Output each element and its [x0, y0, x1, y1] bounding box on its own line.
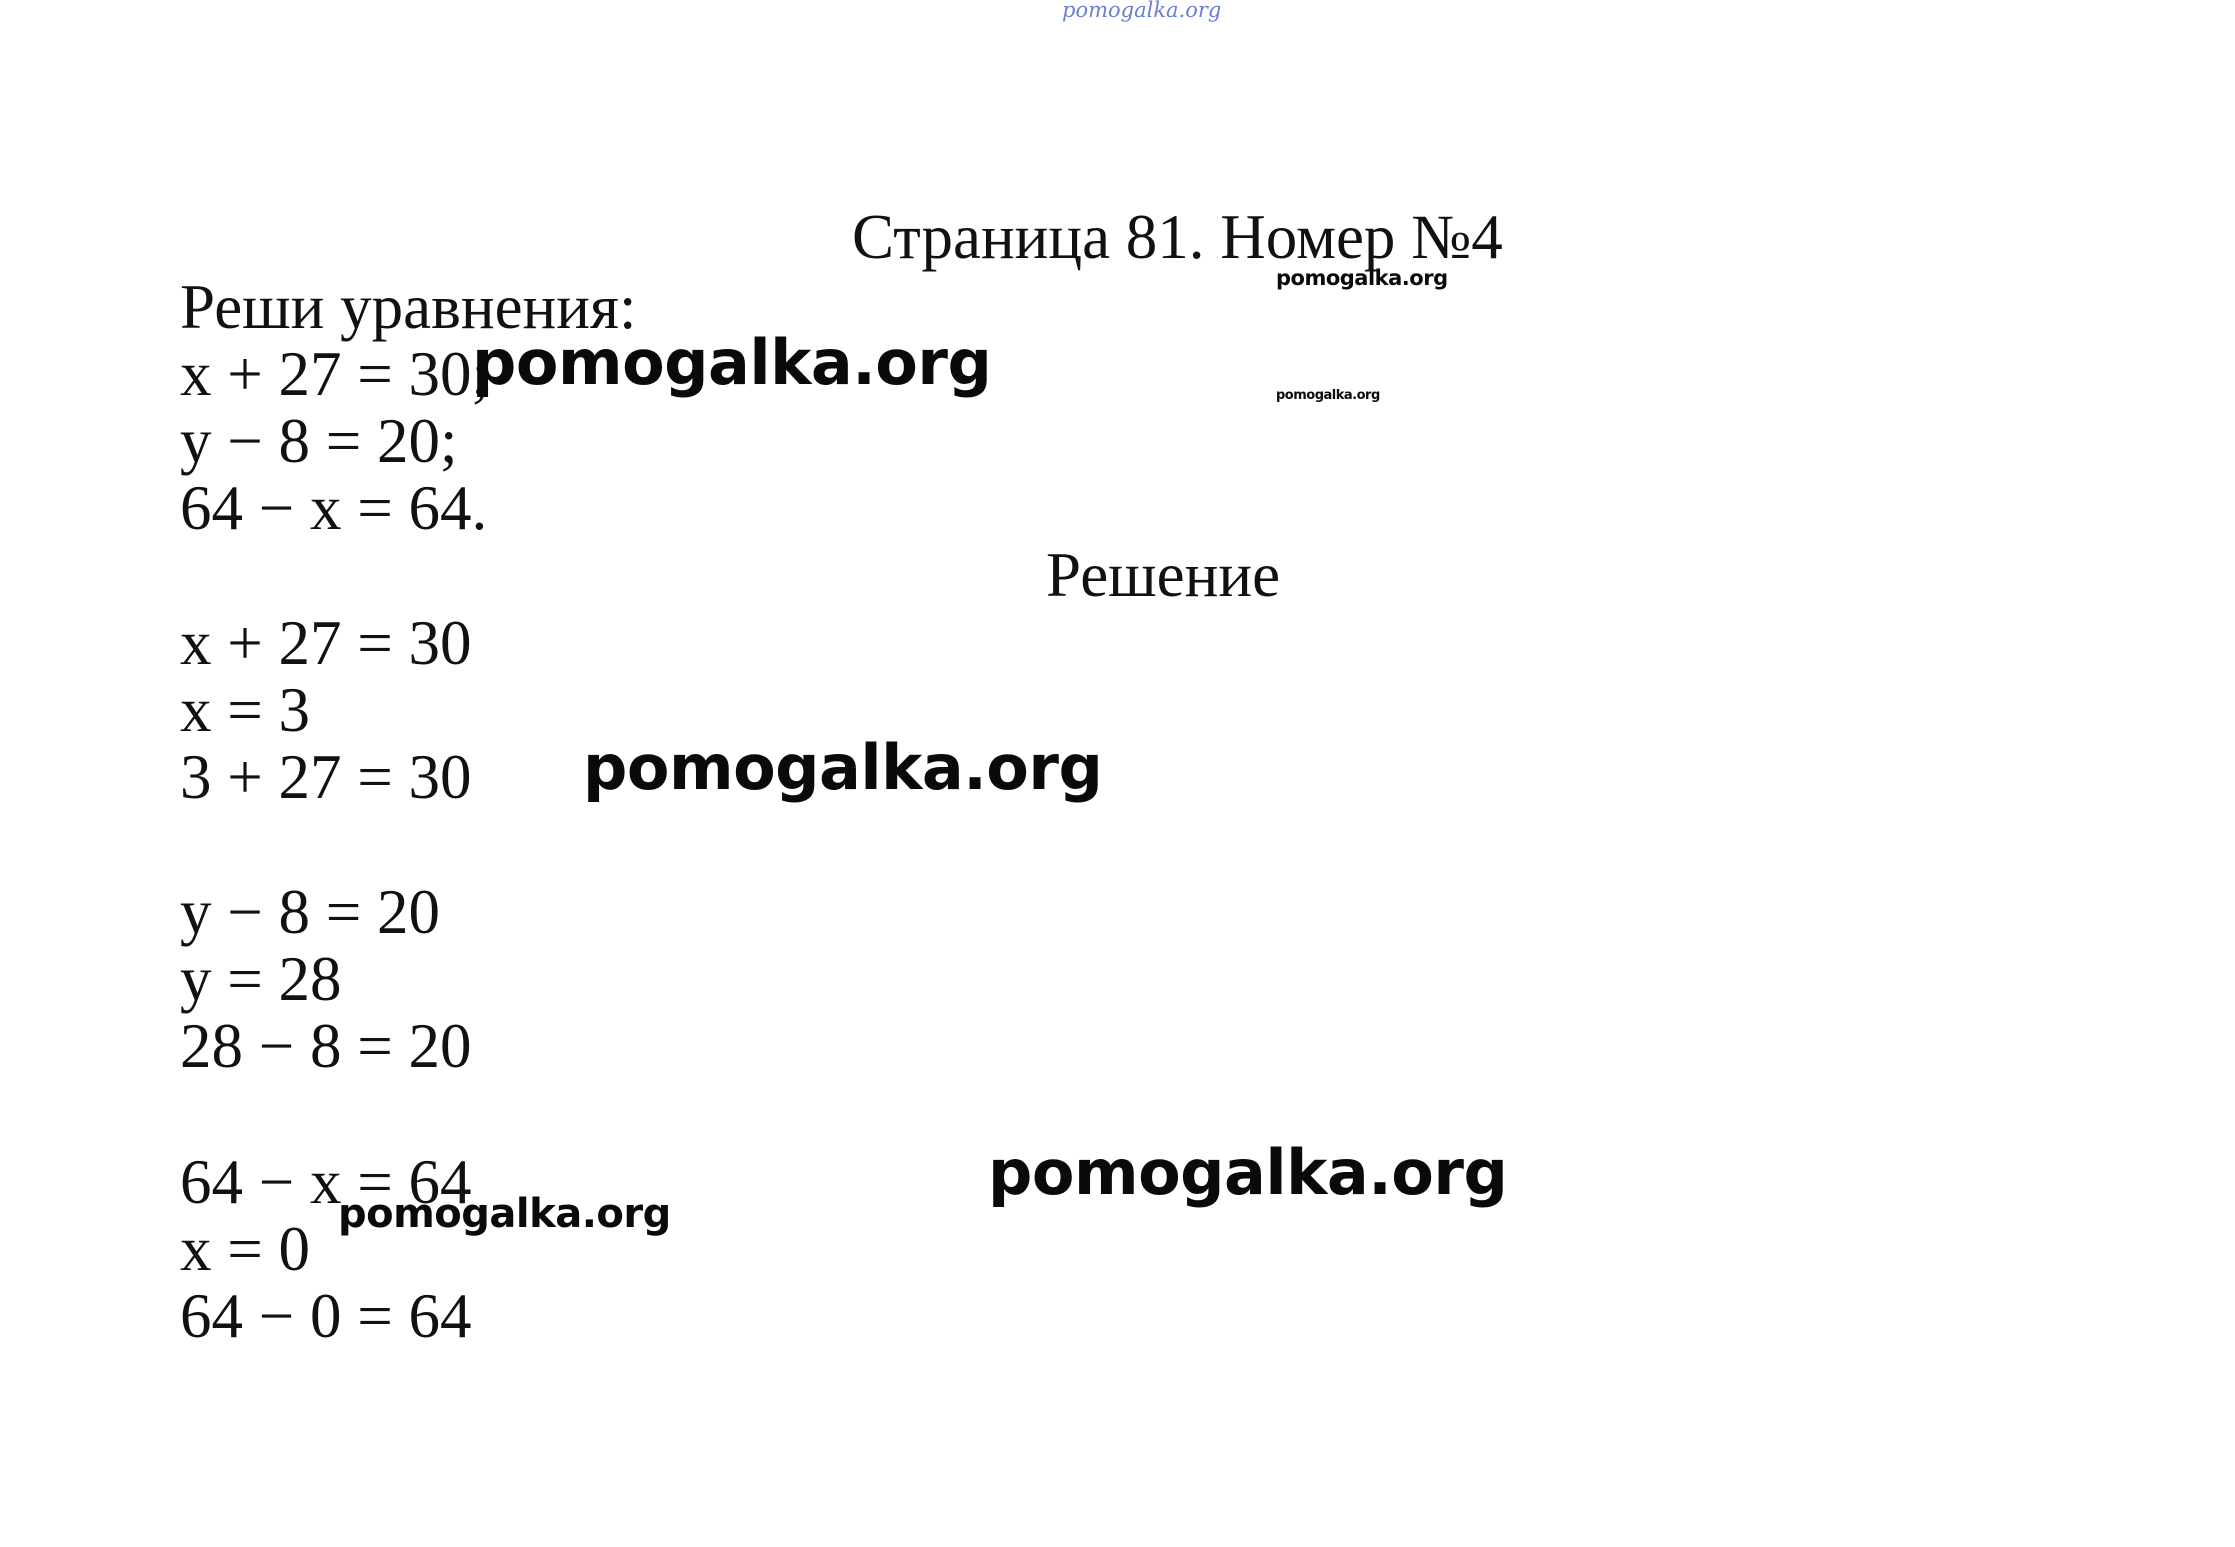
solution-line: x = 3 [180, 675, 311, 745]
solution-heading: Решение [1046, 540, 1281, 610]
solution-line: y − 8 = 20 [180, 877, 441, 947]
watermark-large-1: pomogalka.org [472, 326, 992, 399]
solution-line: 64 − x = 64 [180, 1147, 472, 1217]
watermark-top: pomogalka.org [1062, 0, 1222, 22]
task-equation-3: 64 − x = 64. [180, 473, 488, 543]
solution-line: 3 + 27 = 30 [180, 742, 472, 812]
solution-line: x = 0 [180, 1214, 311, 1284]
watermark-large-3: pomogalka.org [988, 1136, 1508, 1209]
task-equation-1: x + 27 = 30; [180, 339, 490, 409]
solution-line: y = 28 [180, 944, 342, 1014]
page-title: Страница 81. Номер №4 [852, 202, 1503, 272]
solution-line: 28 − 8 = 20 [180, 1011, 472, 1081]
watermark-large-2: pomogalka.org [583, 731, 1103, 804]
solution-line: 64 − 0 = 64 [180, 1281, 472, 1351]
task-equation-2: y − 8 = 20; [180, 406, 458, 476]
watermark-small: pomogalka.org [1276, 266, 1448, 290]
watermark-tiny: pomogalka.org [1276, 388, 1380, 403]
watermark-medium: pomogalka.org [338, 1191, 671, 1237]
task-label: Реши уравнения: [180, 272, 637, 342]
solution-line: x + 27 = 30 [180, 608, 472, 678]
